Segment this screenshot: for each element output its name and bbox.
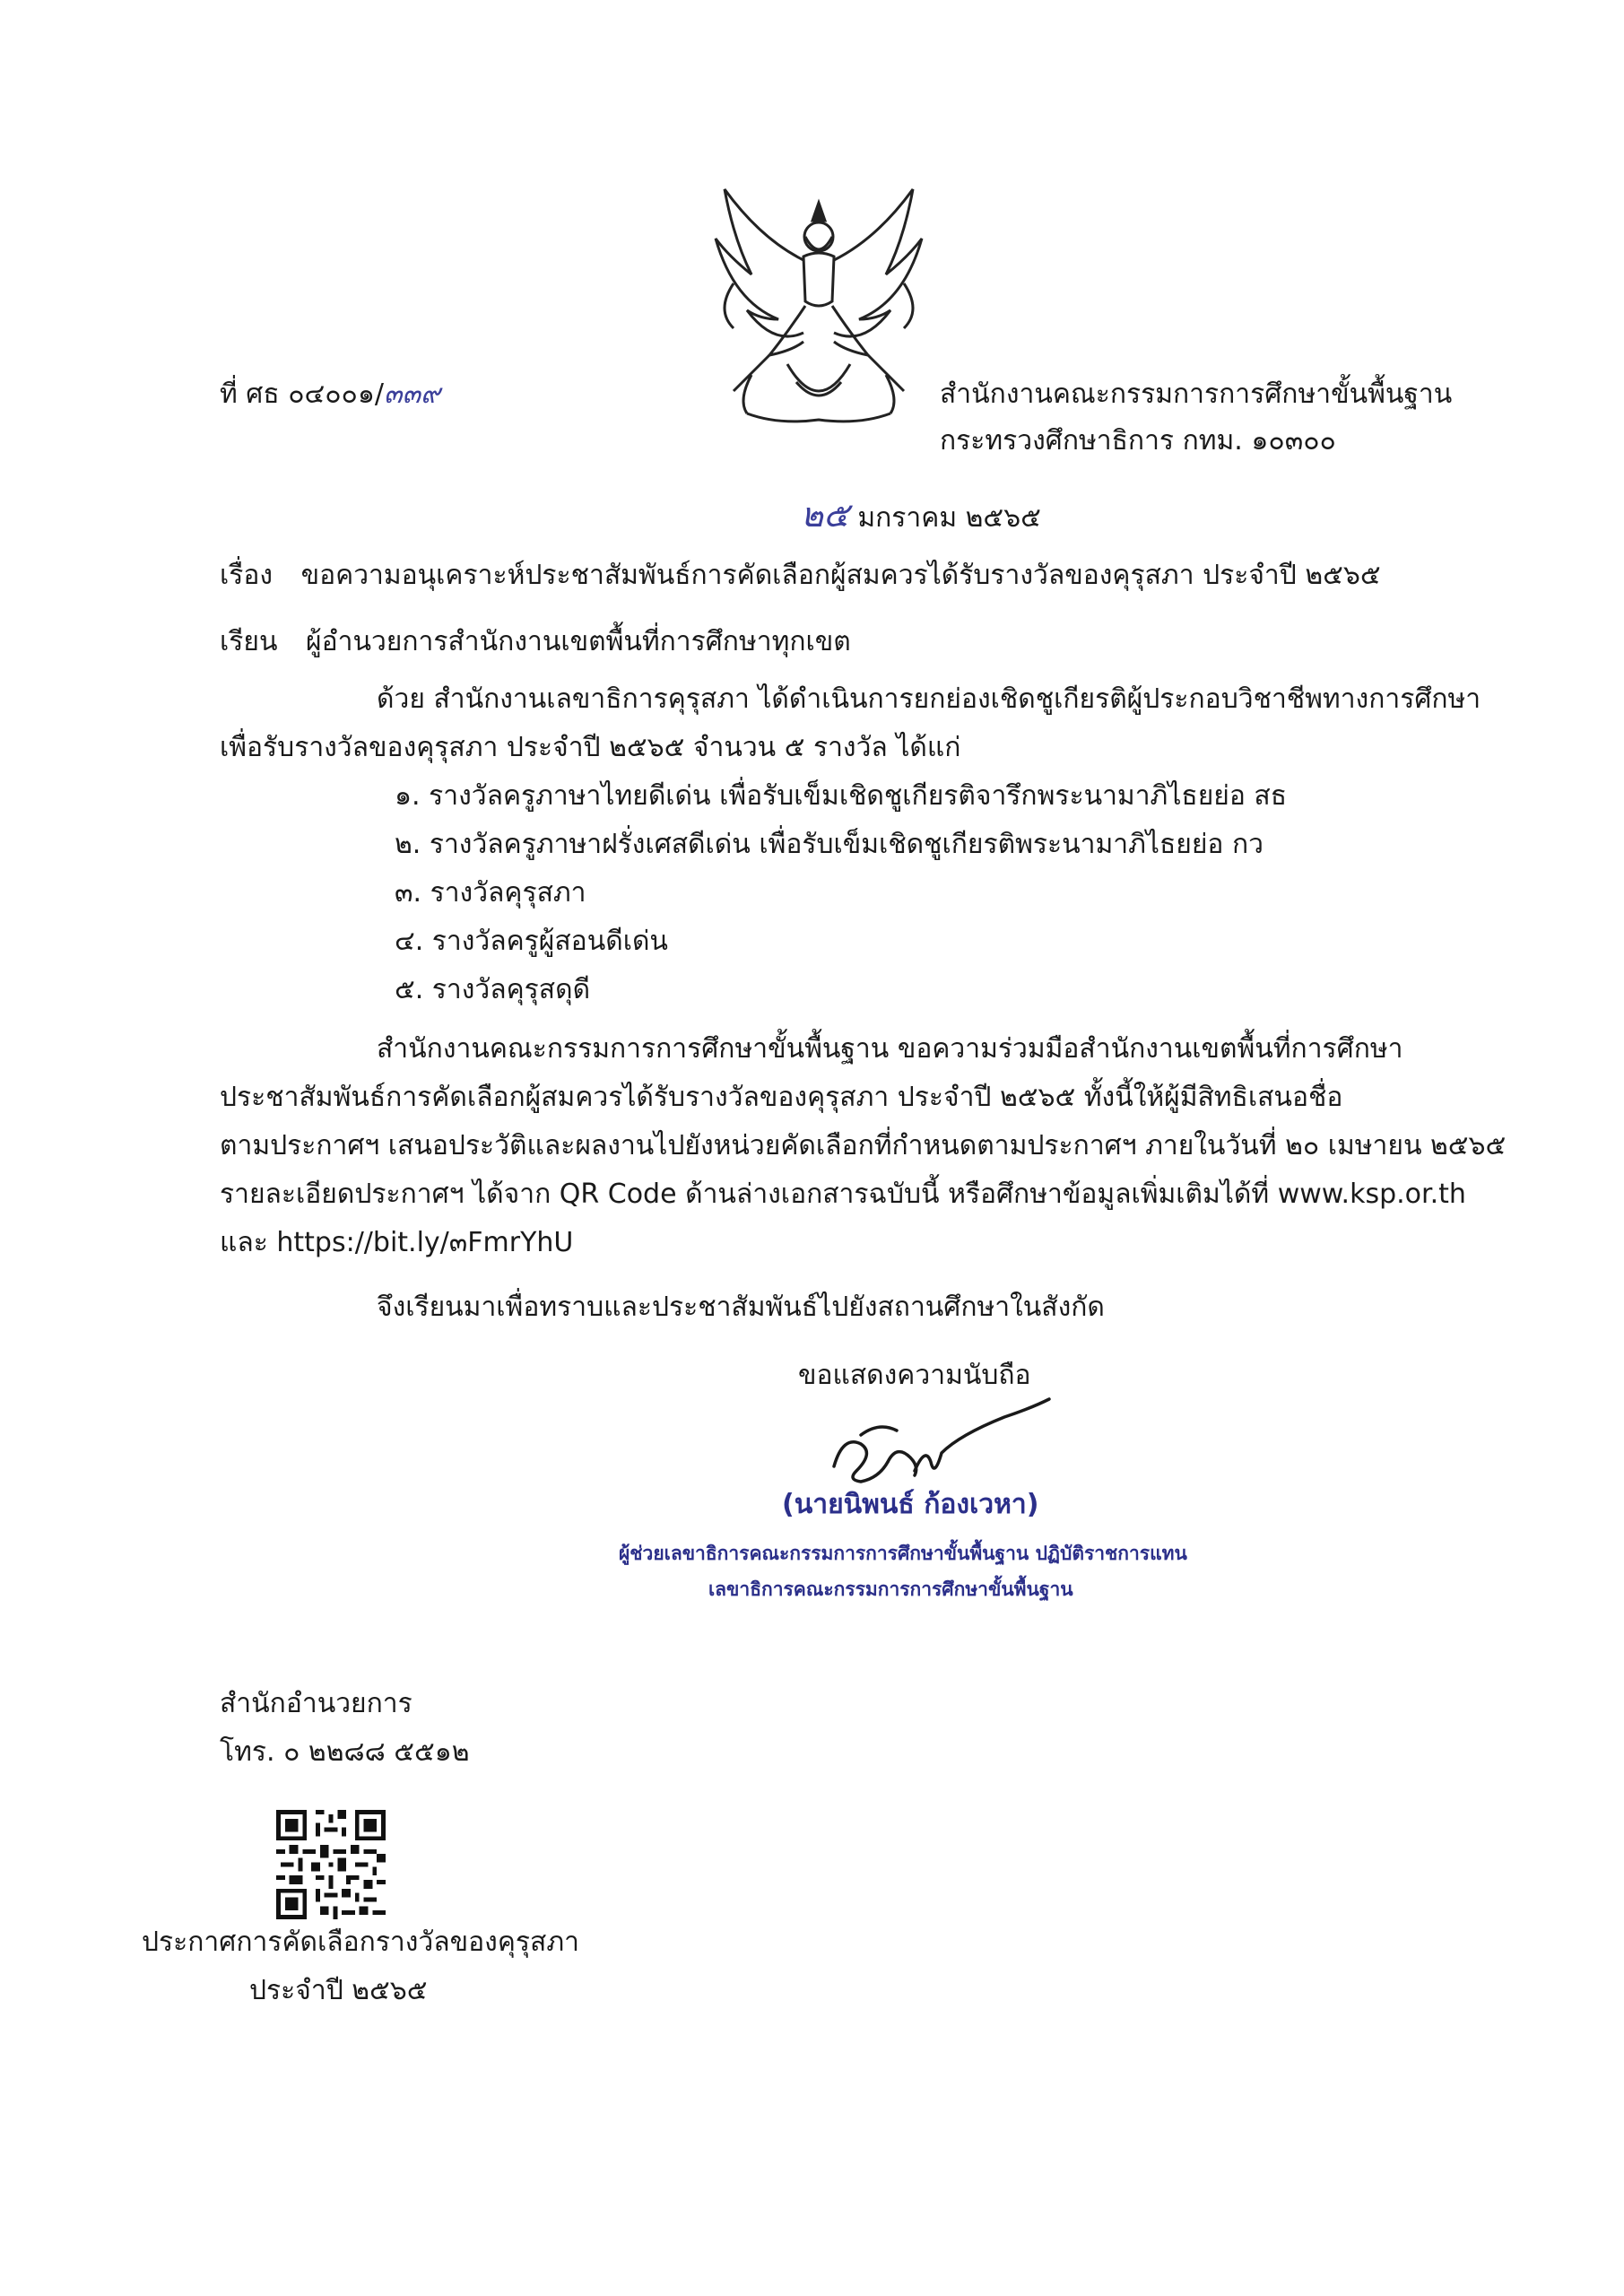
garuda-emblem-icon — [698, 185, 940, 429]
closing-salutation: ขอแสดงความนับถือ — [798, 1360, 1031, 1391]
subject-line — [220, 560, 1381, 592]
document-date — [801, 495, 1041, 536]
para2-line: ประชาสัมพันธ์การคัดเลือกผู้สมควรได้รับรางวัลของคุรุสภา ประจำปี ๒๕๖๕ ทั้งนี้ให้ผู้มีสิทธิเสนอชื่อ — [220, 1082, 1343, 1113]
date-day: ๒๕ — [801, 495, 849, 535]
para2-line: รายละเอียดประกาศฯ ได้จาก QR Code ด้านล่างเอกสารฉบับนี้ หรือศึกษาข้อมูลเพิ่มเติมได้ที่ www.ksp.or.th — [220, 1178, 1466, 1210]
para1-line1: ด้วย สำนักงานเลขาธิการคุรุสภา ได้ดำเนินการยกย่องเชิดชูเกียรติผู้ประกอบวิชาชีพทางการศึกษา — [377, 683, 1481, 715]
para3: จึงเรียนมาเพื่อทราบและประชาสัมพันธ์ไปยังสถานศึกษาในสังกัด — [377, 1292, 1105, 1323]
office-name: สำนักงานคณะกรรมการการศึกษาขั้นพื้นฐาน — [940, 378, 1453, 410]
para2-line: และ https://bit.ly/๓FmrYhU — [220, 1227, 574, 1258]
footer-department: สำนักอำนวยการ — [220, 1688, 413, 1719]
award-item: ๕. รางวัลคุรุสดุดี — [395, 974, 591, 1005]
award-item: ๔. รางวัลครูผู้สอนดีเด่น — [395, 926, 668, 957]
subject-label: เรื่อง — [220, 560, 274, 591]
reference-prefix: ที่ ศธ ๐๔๐๐๑/ — [220, 378, 384, 410]
award-item: ๓. รางวัลคุรุสภา — [395, 877, 586, 909]
qr-caption-line1: ประกาศการคัดเลือกรางวัลของคุรุสภา — [142, 1926, 579, 1958]
recipient-label: เรียน — [220, 626, 278, 657]
recipient-text: ผู้อำนวยการสำนักงานเขตพื้นที่การศึกษาทุกเขต — [306, 626, 851, 657]
signer-position-1: ผู้ช่วยเลขาธิการคณะกรรมการการศึกษาขั้นพื้นฐาน ปฏิบัติราชการแทน — [619, 1543, 1187, 1564]
signer-position-2: เลขาธิการคณะกรรมการการศึกษาขั้นพื้นฐาน — [708, 1578, 1073, 1600]
para1-line2: เพื่อรับรางวัลของคุรุสภา ประจำปี ๒๕๖๕ จำนวน ๕ รางวัล ได้แก่ — [220, 732, 961, 763]
signer-name: (นายนิพนธ์ ก้องเวหา) — [782, 1489, 1039, 1520]
document-reference — [220, 378, 440, 411]
office-address: กระทรวงศึกษาธิการ กทม. ๑๐๓๐๐ — [940, 425, 1336, 457]
signature-icon — [825, 1381, 1058, 1498]
award-item: ๑. รางวัลครูภาษาไทยดีเด่น เพื่อรับเข็มเชิดชูเกียรติจารึกพระนามาภิไธยย่อ สธ — [395, 780, 1288, 812]
para2-line: สำนักงานคณะกรรมการการศึกษาขั้นพื้นฐาน ขอความร่วมมือสำนักงานเขตพื้นที่การศึกษา — [377, 1033, 1403, 1065]
qr-code-icon — [276, 1810, 386, 1919]
award-item: ๒. รางวัลครูภาษาฝรั่งเศสดีเด่น เพื่อรับเข็มเชิดชูเกียรติพระนามาภิไธยย่อ กว — [395, 829, 1264, 860]
footer-phone: โทร. ๐ ๒๒๘๘ ๕๕๑๒ — [220, 1736, 470, 1768]
date-month-year: มกราคม ๒๕๖๕ — [857, 502, 1041, 534]
reference-number: ๓๓๙ — [384, 378, 440, 410]
subject-text: ขอความอนุเคราะห์ประชาสัมพันธ์การคัดเลือกผู้สมควรได้รับรางวัลของคุรุสภา ประจำปี ๒๕๖๕ — [300, 560, 1381, 591]
recipient-line — [220, 626, 851, 658]
qr-caption-line2: ประจำปี ๒๕๖๕ — [249, 1975, 428, 2006]
para2-line: ตามประกาศฯ เสนอประวัติและผลงานไปยังหน่วยคัดเลือกที่กำหนดตามประกาศฯ ภายในวันที่ ๒๐ เมษายน ๒๕๖๕ — [220, 1130, 1507, 1161]
